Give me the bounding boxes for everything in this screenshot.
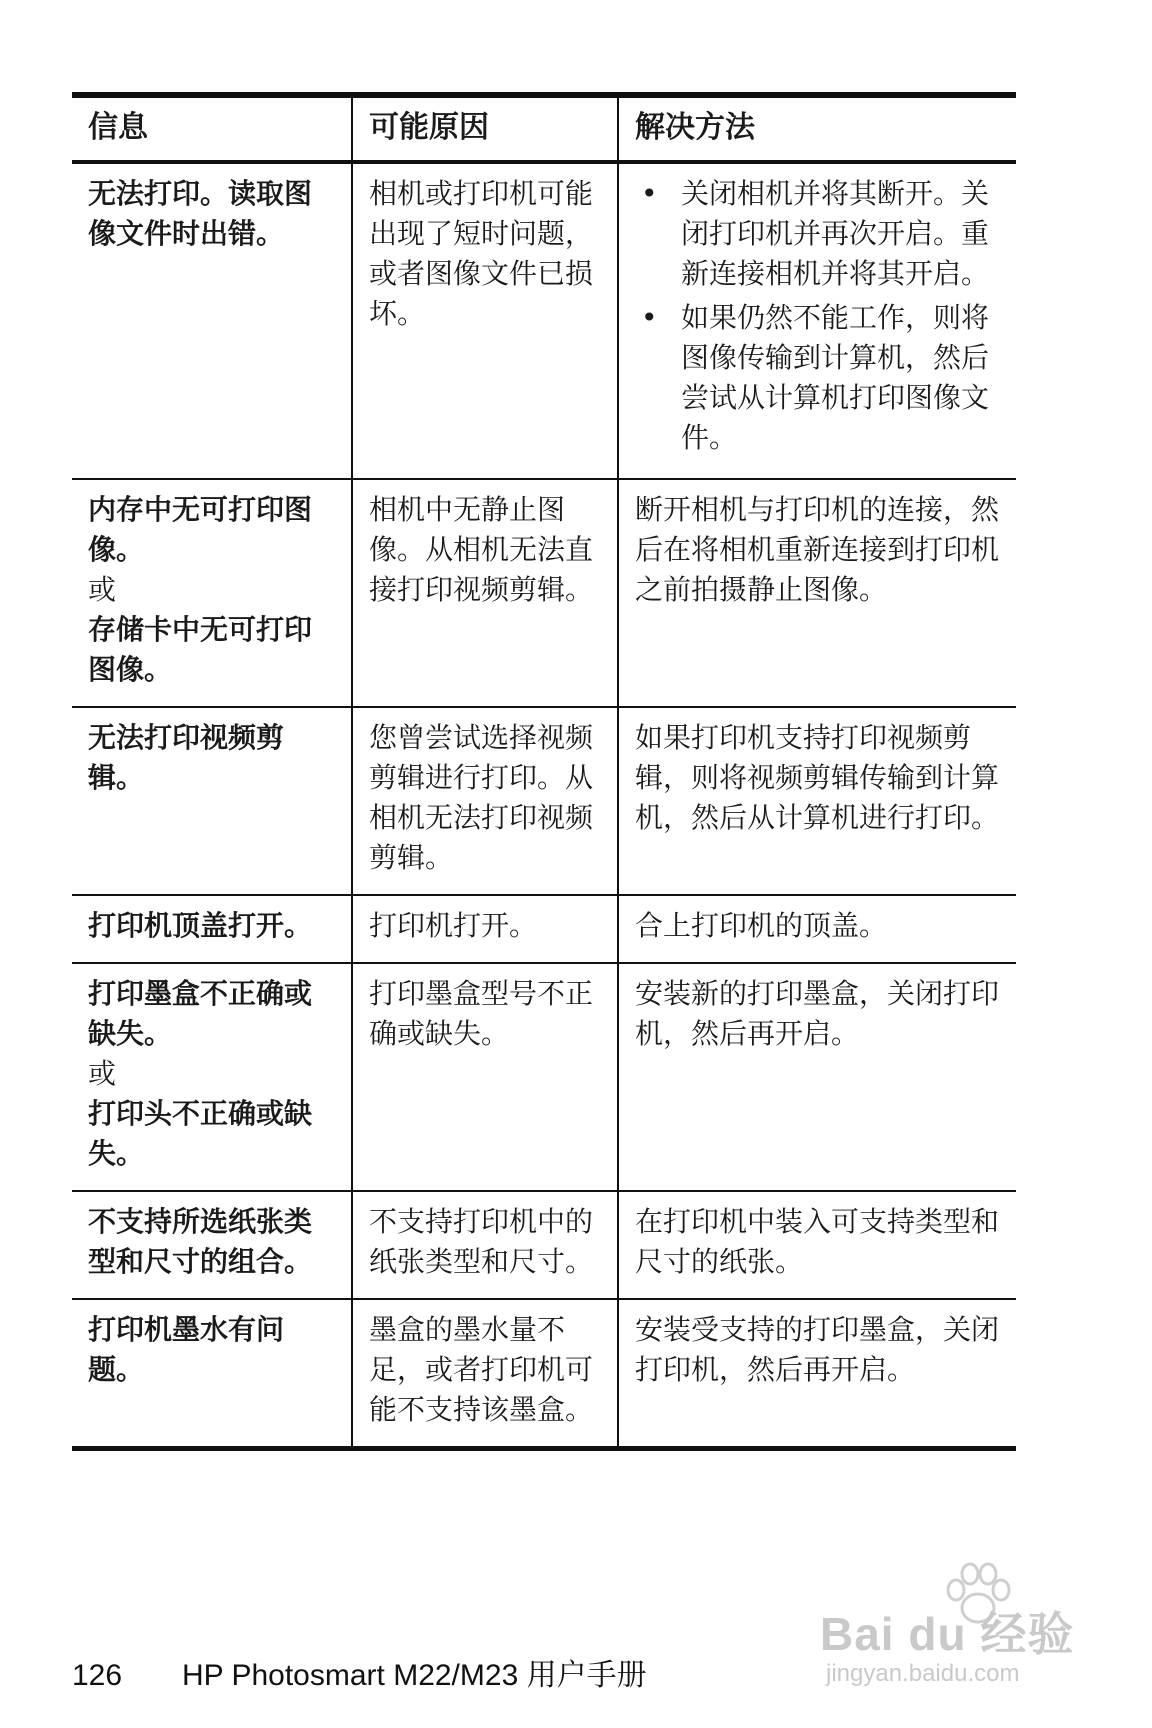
message-cell: [72, 1191, 352, 1299]
solution-cell: 合上打印机的顶盖。: [618, 895, 1016, 963]
troubleshooting-table-container: [72, 92, 1016, 1451]
message-text: 打印墨盒不正确或缺失。: [88, 977, 313, 1050]
table-row: [72, 895, 1016, 963]
message-cell: [72, 707, 352, 895]
table-row: [72, 1299, 1016, 1449]
message-text: 内存中无可打印图像。: [88, 493, 313, 566]
or-separator: 或: [88, 573, 117, 606]
header-cause: 可能原因: [352, 95, 618, 162]
cause-cell: 打印墨盒型号不正确或缺失。: [352, 963, 618, 1191]
solution-cell: [618, 162, 1016, 479]
cause-cell: 您曾尝试选择视频剪辑进行打印。从相机无法打印视频剪辑。: [352, 707, 618, 895]
cause-cell: 相机或打印机可能出现了短时问题，或者图像文件已损坏。: [352, 162, 618, 479]
solution-cell: 在打印机中装入可支持类型和尺寸的纸张。: [618, 1191, 1016, 1299]
table-row: [72, 1191, 1016, 1299]
cause-cell: 相机中无静止图像。从相机无法直接打印视频剪辑。: [352, 479, 618, 707]
header-solution: 解决方法: [618, 95, 1016, 162]
solution-list: [635, 174, 1002, 458]
solution-cell: 安装新的打印墨盒，关闭打印机，然后再开启。: [618, 963, 1016, 1191]
solution-cell: 安装受支持的打印墨盒，关闭打印机，然后再开启。: [618, 1299, 1016, 1449]
table-row: [72, 963, 1016, 1191]
header-message: 信息: [88, 110, 148, 145]
manual-title: HP Photosmart M22/M23 用户手册: [182, 1659, 647, 1692]
message-text: 存储卡中无可打印图像。: [88, 613, 313, 686]
message-text: 打印头不正确或缺失。: [88, 1097, 313, 1170]
baidu-watermark: [820, 1560, 1100, 1700]
cause-cell: 不支持打印机中的纸张类型和尺寸。: [352, 1191, 618, 1299]
message-cell: [72, 1299, 352, 1449]
solution-cell: 如果打印机支持打印视频剪辑，则将视频剪辑传输到计算机，然后从计算机进行打印。: [618, 707, 1016, 895]
message-cell: [72, 963, 352, 1191]
or-separator: 或: [88, 1057, 117, 1090]
solution-bullet: • 如果仍然不能工作，则将图像传输到计算机，然后尝试从计算机打印图像文件。: [635, 298, 1002, 458]
table-row: [72, 707, 1016, 895]
message-text: 无法打印。读取图像文件时出错。: [88, 177, 313, 250]
message-cell: [72, 895, 352, 963]
solution-bullet: • 关闭相机并将其断开。关闭打印机并再次开启。重新连接相机并将其开启。: [635, 174, 1002, 294]
message-text: 不支持所选纸张类型和尺寸的组合。: [88, 1205, 313, 1278]
watermark-url: jingyan.baidu.com: [826, 1660, 1020, 1687]
page-footer: [72, 1650, 647, 1694]
message-text: 无法打印视频剪辑。: [88, 721, 285, 794]
message-text: 打印机墨水有问题。: [88, 1313, 285, 1386]
watermark-logo: Bai du 经验: [820, 1608, 1075, 1660]
cause-cell: 墨盒的墨水量不足，或者打印机可能不支持该墨盒。: [352, 1299, 618, 1449]
message-cell: [72, 162, 352, 479]
page-number: 126: [72, 1659, 123, 1692]
message-cell: [72, 479, 352, 707]
table-header-row: [72, 95, 1016, 162]
table-row: [72, 162, 1016, 479]
table-row: [72, 479, 1016, 707]
troubleshooting-table: [72, 92, 1016, 1451]
solution-cell: 断开相机与打印机的连接，然后在将相机重新连接到打印机之前拍摄静止图像。: [618, 479, 1016, 707]
cause-cell: 打印机打开。: [352, 895, 618, 963]
message-text: 打印机顶盖打开。: [88, 909, 313, 942]
